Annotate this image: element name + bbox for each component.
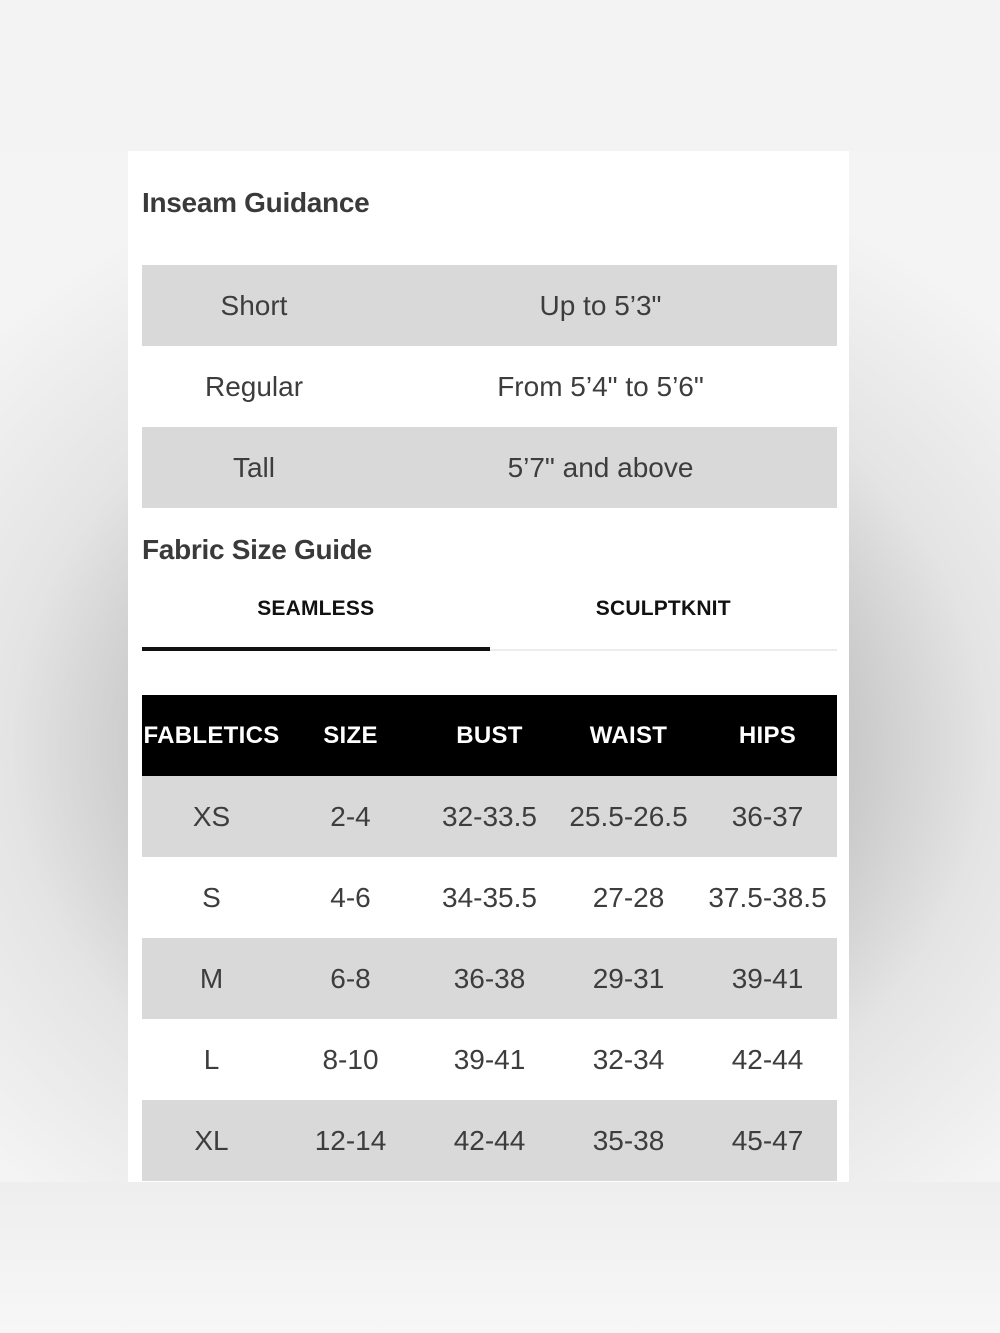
inseam-label: Tall xyxy=(232,451,275,483)
inseam-guidance-title: Inseam Guidance xyxy=(142,187,370,218)
table-row xyxy=(142,857,837,938)
inseam-row-regular xyxy=(142,346,837,427)
cell-size: 2-4 xyxy=(330,800,371,832)
table-row xyxy=(142,776,837,857)
cell-bust: 36-38 xyxy=(453,962,526,994)
cell-hips: 42-44 xyxy=(731,1043,804,1075)
bottom-background-band xyxy=(0,1182,1000,1333)
inseam-table xyxy=(142,265,837,508)
header-waist: WAIST xyxy=(589,721,668,749)
cell-hips: 39-41 xyxy=(731,962,804,994)
inseam-row-short xyxy=(142,265,837,346)
header-hips: HIPS xyxy=(738,721,797,749)
cell-waist: 29-31 xyxy=(592,962,665,994)
cell-waist: 27-28 xyxy=(592,881,665,913)
cell-size: 8-10 xyxy=(322,1043,379,1075)
fabric-size-guide-title: Fabric Size Guide xyxy=(142,534,372,565)
inseam-value: Up to 5’3" xyxy=(539,289,662,321)
cell-fabletics: XS xyxy=(192,800,231,832)
cell-bust: 39-41 xyxy=(453,1043,526,1075)
header-size: SIZE xyxy=(323,721,378,749)
size-table xyxy=(142,695,837,1181)
cell-bust: 42-44 xyxy=(453,1124,526,1156)
size-guide-card xyxy=(128,151,849,1182)
cell-waist: 32-34 xyxy=(592,1043,665,1075)
table-row xyxy=(142,1100,837,1181)
cell-fabletics: XL xyxy=(194,1124,229,1156)
cell-fabletics: L xyxy=(203,1043,220,1075)
cell-waist: 35-38 xyxy=(592,1124,665,1156)
cell-bust: 34-35.5 xyxy=(442,881,537,913)
inseam-value: From 5’4" to 5’6" xyxy=(497,370,704,402)
cell-fabletics: S xyxy=(202,881,221,913)
table-row xyxy=(142,938,837,1019)
cell-hips: 45-47 xyxy=(731,1124,804,1156)
fabric-tabs xyxy=(142,581,837,651)
cell-hips: 36-37 xyxy=(731,800,804,832)
top-background-band xyxy=(0,0,1000,151)
size-table-header xyxy=(142,695,837,776)
tab-seamless[interactable]: SEAMLESS xyxy=(142,581,490,649)
cell-size: 6-8 xyxy=(330,962,371,994)
cell-size: 4-6 xyxy=(330,881,371,913)
inseam-label: Regular xyxy=(204,370,304,402)
tab-sculptknit[interactable]: SCULPTKNIT xyxy=(595,597,731,620)
cell-waist: 25.5-26.5 xyxy=(569,800,688,832)
cell-bust: 32-33.5 xyxy=(442,800,537,832)
header-fabletics: FABLETICS xyxy=(143,721,280,749)
cell-hips: 37.5-38.5 xyxy=(708,881,827,913)
cell-fabletics: M xyxy=(199,962,224,994)
inseam-label: Short xyxy=(220,289,288,321)
inseam-row-tall xyxy=(142,427,837,508)
table-row xyxy=(142,1019,837,1100)
inseam-value: 5’7" and above xyxy=(507,451,694,483)
header-bust: BUST xyxy=(456,721,523,749)
cell-size: 12-14 xyxy=(314,1124,387,1156)
